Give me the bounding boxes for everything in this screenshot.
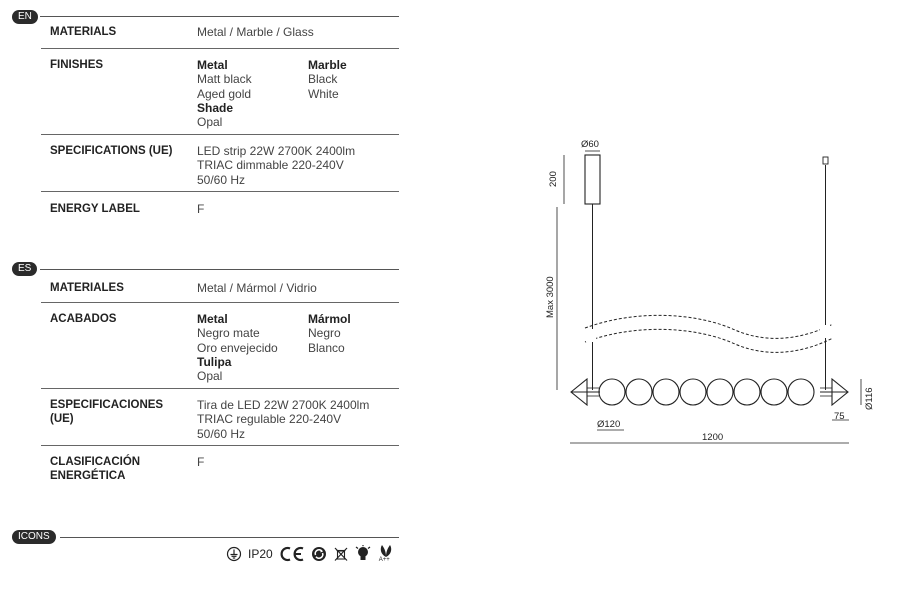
- label-line: (UE): [50, 413, 74, 425]
- label-line: CLASIFICACIÓN: [50, 456, 141, 468]
- recycle-icon: [311, 545, 327, 563]
- spec-line: 50/60 Hz: [197, 172, 246, 187]
- dim-canopy-diameter: Ø60: [581, 139, 599, 150]
- finish-shade-title: Shade: [197, 100, 234, 115]
- value-especificaciones: [197, 398, 369, 441]
- sphere: [707, 379, 733, 405]
- row-divider: [41, 388, 399, 389]
- no-bin-icon: [333, 545, 349, 563]
- sphere: [680, 379, 706, 405]
- eco-leaf-icon: [377, 545, 395, 563]
- dim-canopy-height: 200: [548, 171, 559, 187]
- value-clasificacion: F: [197, 455, 205, 469]
- acabados-marble-column: [308, 312, 351, 355]
- label-line: ESPECIFICACIONES: [50, 399, 164, 411]
- finish-item: Negro mate: [197, 326, 260, 341]
- sphere: [761, 379, 787, 405]
- sphere: [788, 379, 814, 405]
- section-rule-es: [40, 269, 399, 270]
- section-rule-icons: [60, 537, 399, 538]
- label-specifications: SPECIFICATIONS (UE): [50, 145, 173, 157]
- sphere: [734, 379, 760, 405]
- finish-item: Opal: [197, 369, 223, 384]
- spec-line: 50/60 Hz: [197, 426, 246, 441]
- finish-shade-title: Tulipa: [197, 354, 232, 369]
- section-tag-icons: ICONS: [12, 530, 56, 544]
- row-divider: [41, 191, 399, 192]
- finish-item: Black: [308, 72, 338, 87]
- finish-item: Aged gold: [197, 86, 252, 101]
- class-i-ground-icon: [226, 545, 242, 563]
- cable-break-top: [585, 315, 833, 338]
- label-clasificacion: [50, 455, 190, 483]
- energy-class-label: A++: [378, 557, 390, 563]
- certification-icons: [226, 543, 395, 565]
- glass-spheres: [599, 379, 814, 405]
- label-materiales: MATERIALES: [50, 282, 124, 294]
- spec-line: TRIAC dimmable 220-240V: [197, 158, 344, 173]
- end-cone-right: [832, 379, 848, 405]
- sphere: [599, 379, 625, 405]
- label-especificaciones: [50, 398, 190, 426]
- finishes-metal-column: [197, 58, 252, 129]
- sphere: [626, 379, 652, 405]
- dim-end-length: 75: [834, 411, 845, 422]
- section-tag-es: ES: [12, 262, 37, 276]
- row-divider: [41, 48, 399, 49]
- finish-metal-title: Metal: [197, 312, 228, 326]
- finish-item: Blanco: [308, 340, 345, 355]
- spec-line: TRIAC regulable 220-240V: [197, 412, 342, 427]
- row-divider: [41, 445, 399, 446]
- acabados-metal-column: [197, 312, 278, 383]
- cable-break-bottom: [585, 329, 833, 352]
- label-energy: ENERGY LABEL: [50, 203, 140, 215]
- finish-item: Matt black: [197, 72, 252, 87]
- row-divider: [41, 302, 399, 303]
- sphere: [653, 379, 679, 405]
- value-specifications: [197, 144, 355, 187]
- label-materials: MATERIALS: [50, 26, 117, 38]
- finish-marble-title: Marble: [308, 58, 347, 72]
- value-energy: F: [197, 202, 205, 216]
- dim-sphere-diameter: Ø120: [597, 419, 621, 430]
- finish-item: Opal: [197, 115, 223, 130]
- finish-item: Oro envejecido: [197, 340, 278, 355]
- value-materials: Metal / Marble / Glass: [197, 25, 314, 39]
- section-tag-en: EN: [12, 10, 38, 24]
- spec-line: LED strip 22W 2700K 2400lm: [197, 144, 356, 158]
- end-cone-left: [571, 379, 587, 405]
- label-line: ENERGÉTICA: [50, 470, 126, 482]
- led-bulb-icon: [355, 545, 371, 563]
- finishes-marble-column: [308, 58, 347, 101]
- finish-item: Negro: [308, 326, 341, 341]
- ce-mark-icon: [279, 545, 305, 563]
- canopy: [585, 155, 600, 204]
- dim-end-diameter: Ø116: [864, 387, 875, 410]
- finish-marble-title: Mármol: [308, 312, 351, 326]
- label-acabados: ACABADOS: [50, 313, 117, 325]
- finish-item: White: [308, 86, 339, 101]
- section-rule-en: [40, 16, 399, 17]
- ip20-label: IP20: [248, 547, 273, 561]
- spec-line: Tira de LED 22W 2700K 2400lm: [197, 398, 370, 412]
- cable-clip: [823, 157, 828, 164]
- value-materiales: Metal / Mármol / Vidrio: [197, 281, 317, 295]
- label-finishes: FINISHES: [50, 59, 104, 71]
- dim-cable-length: Max 3000: [545, 276, 556, 318]
- finish-metal-title: Metal: [197, 58, 228, 72]
- dim-total-length: 1200: [702, 432, 724, 443]
- row-divider: [41, 134, 399, 135]
